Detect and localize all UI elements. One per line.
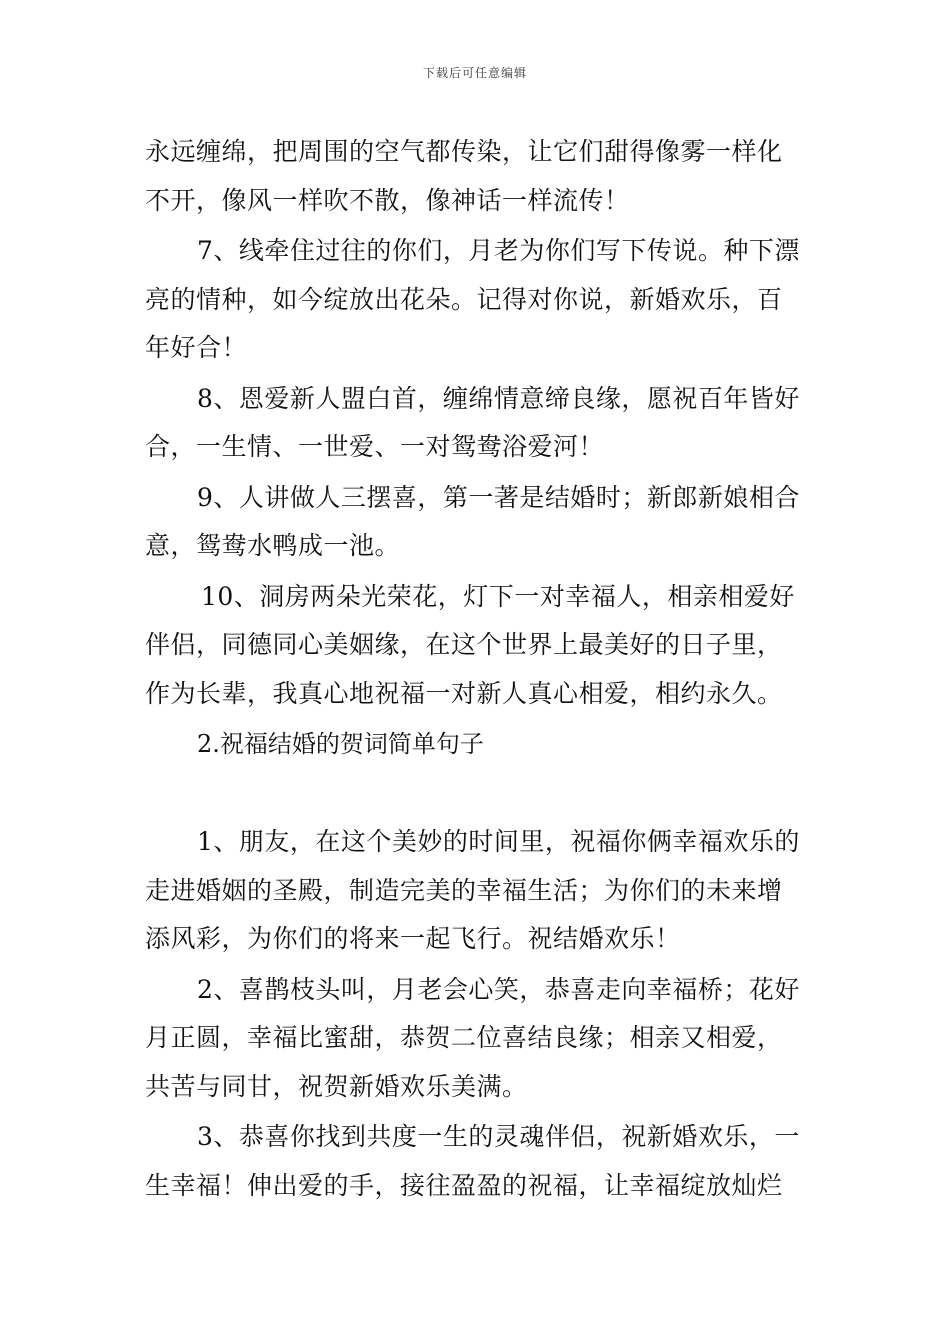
text-line: 作为长辈，我真心地祝福一对新人真心相爱，相约永久。 [145,678,783,708]
paragraph-item-1 [145,818,810,964]
text-line: 永远缠绵，把周围的空气都传染，让它们甜得像雾一样化 [145,137,783,166]
text-line: 年好合！ [145,333,248,362]
text-line: 1、朋友，在这个美妙的时间里，祝福你俩幸福欢乐的 [197,827,800,856]
section-spacer [145,768,810,818]
page-header: 下载后可任意编辑 [422,66,527,80]
text-line: 共苦与同甘，祝贺新婚欢乐美满。 [145,1071,528,1101]
text-line: 亮的情种，如今绽放出花朵。记得对你说，新婚欢乐，百 [145,284,783,314]
paragraph-continuation [145,128,810,225]
text-line: 合，一生情、一世爱、一对鸳鸯浴爱河！ [145,432,605,461]
paragraph-item-3 [145,1113,810,1210]
text-line: 3、恭喜你找到共度一生的灵魂伴侣，祝新婚欢乐，一 [197,1122,800,1151]
text-line: 走进婚姻的圣殿，制造完美的幸福生活；为你们的未来增 [145,875,783,905]
text-line: 生幸福！伸出爱的手，接往盈盈的祝福，让幸福绽放灿烂 [145,1170,783,1200]
paragraph-item-9 [145,474,810,571]
document-body [145,128,810,1212]
text-line: 10、洞房两朵光荣花，灯下一对幸福人，相亲相爱好 [201,581,795,611]
text-line: 伴侣，同德同心美姻缘，在这个世界上最美好的日子里， [145,630,783,659]
text-line: 月正圆，幸福比蜜甜，恭贺二位喜结良缘；相亲又相爱， [145,1023,783,1052]
section-heading: 2.祝福结婚的贺词简单句子 [197,730,484,758]
paragraph-item-7 [145,227,810,373]
paragraph-item-8 [145,375,810,472]
text-line: 不开，像风一样吹不散，像神话一样流传！ [145,185,630,215]
text-line: 9、人讲做人三摆喜，第一著是结婚时；新郎新娘相合 [197,482,800,512]
text-line: 意，鸳鸯水鸭成一池。 [145,531,401,560]
paragraph-item-2 [145,966,810,1112]
text-line: 添风彩，为你们的将来一起飞行。祝结婚欢乐！ [145,924,681,953]
text-line: 8、恩爱新人盟白首，缠绵情意缔良缘，愿祝百年皆好 [197,383,800,413]
text-line: 7、线牵住过往的你们，月老为你们写下传说。种下漂 [197,236,800,265]
paragraph-item-10 [145,573,810,719]
text-line: 2、喜鹊枝头叫，月老会心笑，恭喜走向幸福桥；花好 [197,974,800,1004]
